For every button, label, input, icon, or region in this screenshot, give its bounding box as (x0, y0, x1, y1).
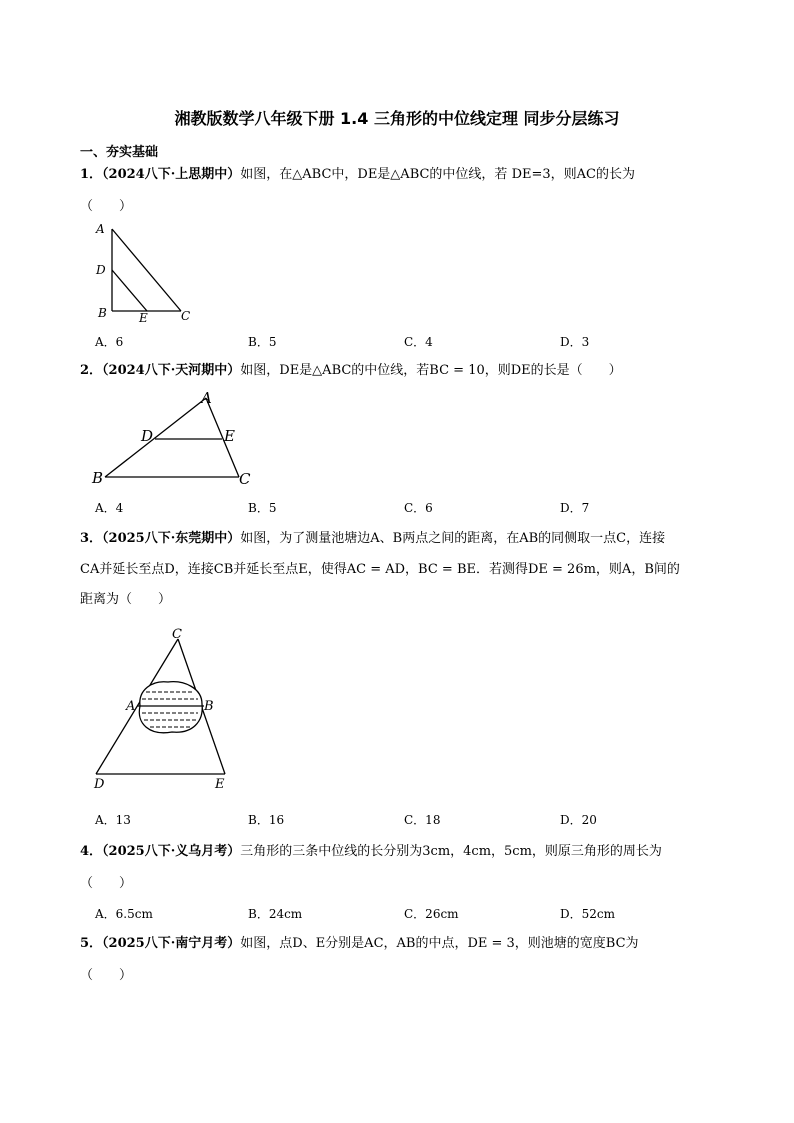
option-d: D．3 (560, 335, 590, 349)
option-c: C．6 (404, 501, 433, 515)
question-source: （2024八下·天河期中） (102, 363, 241, 378)
option-a: A．13 (95, 813, 131, 827)
segment-ac (112, 229, 181, 311)
answer-paren: （ ） (80, 876, 133, 891)
section-heading: 一、夯实基础 (80, 145, 159, 160)
segment-de (112, 270, 147, 311)
option-d: D．7 (560, 501, 590, 515)
option-b: B．5 (248, 501, 277, 515)
option-d: D．52cm (560, 907, 615, 921)
label-e: E (139, 311, 148, 325)
question-text: 如图，在△ABC中，DE是△ABC的中位线，若 DE=3，则AC的长为 (240, 167, 635, 182)
question-number: 2． (80, 363, 103, 378)
label-a: A (201, 389, 212, 407)
question-1-stem (80, 165, 635, 185)
question-text: 如图，点D、E分别是AC，AB的中点，DE = 3，则池塘的宽度BC为 (240, 936, 639, 951)
question-number: 1． (80, 167, 103, 182)
question-source: （2025八下·东莞期中） (102, 531, 241, 546)
label-e: E (224, 427, 235, 445)
option-b: B．16 (248, 813, 285, 827)
question-3-stem (80, 529, 665, 549)
figure-q1 (90, 218, 210, 326)
question-number: 5． (80, 936, 103, 951)
question-source: （2025八下·义乌月考） (102, 844, 241, 859)
label-d: D (96, 263, 106, 277)
pond-outline (139, 682, 202, 733)
question-4-stem (80, 842, 662, 862)
question-3-line3: 距离为（ ） (80, 592, 172, 607)
question-5-stem (80, 934, 639, 954)
question-number: 3． (80, 531, 103, 546)
option-d: D．20 (560, 813, 597, 827)
page-title: 湘教版数学八年级下册 1.4 三角形的中位线定理 同步分层练习 (174, 109, 620, 128)
label-e: E (215, 777, 225, 792)
figure-q3 (88, 622, 240, 796)
label-a: A (126, 699, 136, 714)
question-source: （2025八下·南宁月考） (102, 936, 241, 951)
label-d: D (94, 777, 105, 792)
option-b: B．24cm (248, 907, 303, 921)
option-c: C．18 (404, 813, 441, 827)
label-b: B (204, 699, 214, 714)
label-d: D (141, 427, 154, 445)
option-a: A．4 (95, 501, 124, 515)
answer-paren: （ ） (80, 968, 133, 983)
option-c: C．26cm (404, 907, 459, 921)
question-2-stem (80, 361, 622, 381)
label-b: B (92, 469, 104, 487)
label-b: B (98, 306, 107, 320)
option-a: A．6.5cm (95, 907, 153, 921)
figure-q2 (90, 388, 260, 490)
question-text: 三角形的三条中位线的长分别为3cm，4cm，5cm，则原三角形的周长为 (240, 844, 662, 859)
question-source: （2024八下·上思期中） (102, 167, 241, 182)
label-c: C (181, 309, 191, 323)
question-number: 4． (80, 844, 103, 859)
option-a: A．6 (95, 335, 124, 349)
question-text: 如图，为了测量池塘边A、B两点之间的距离，在AB的同侧取一点C，连接 (240, 531, 666, 546)
label-c: C (172, 627, 182, 642)
label-a: A (96, 222, 105, 236)
question-3-line2: CA并延长至点D，连接CB并延长至点E，使得AC = AD，BC = BE．若测得DE = 26m，则A，B间的 (80, 562, 680, 577)
question-text: 如图，DE是△ABC的中位线，若BC = 10，则DE的长是（ ） (240, 363, 622, 378)
segment-ab (105, 398, 206, 477)
label-c: C (239, 470, 251, 488)
option-b: B．5 (248, 335, 277, 349)
answer-paren: （ ） (80, 199, 133, 214)
option-c: C．4 (404, 335, 433, 349)
